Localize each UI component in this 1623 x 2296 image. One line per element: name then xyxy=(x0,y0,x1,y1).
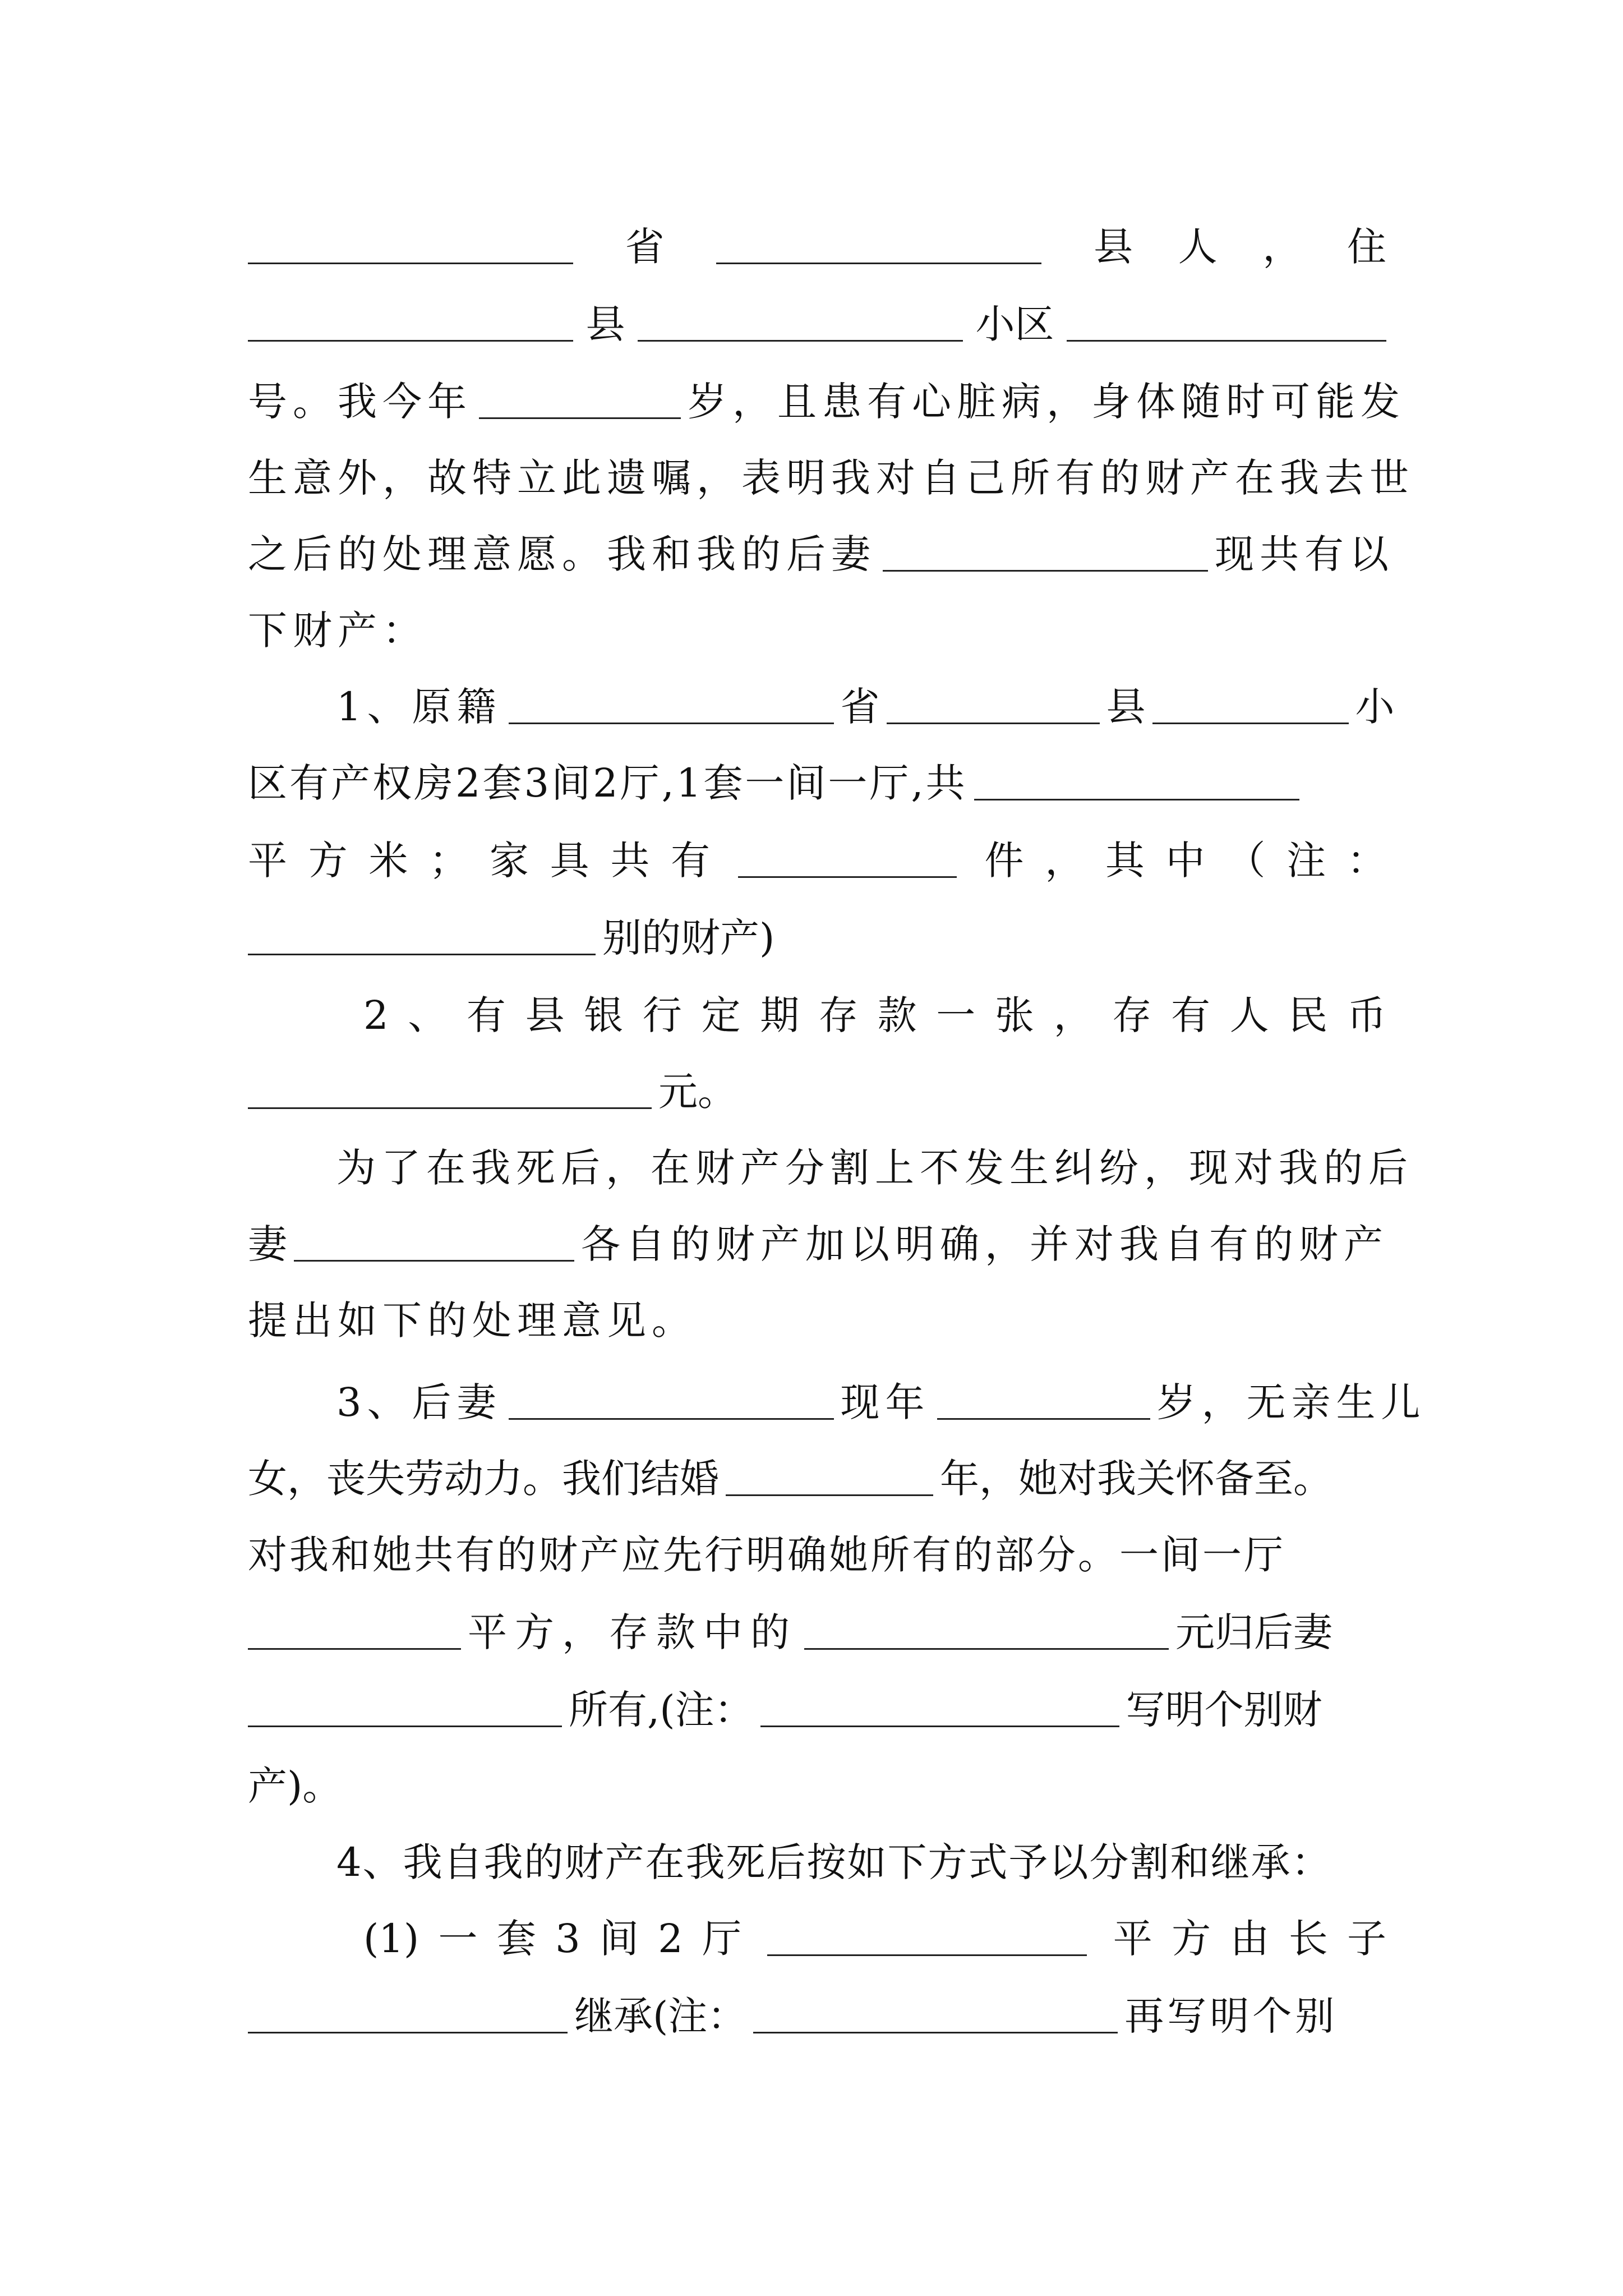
doc-text: 年，她对我关怀备至。 xyxy=(940,1456,1332,1502)
doc-text: 生意外，故特立此遗嘱，表明我对自己所有的财产在我去世 xyxy=(248,455,1414,501)
doc-text: 岁，无亲生儿 xyxy=(1156,1379,1426,1425)
doc-text: 2 xyxy=(363,992,389,1038)
doc-text: 银 xyxy=(584,992,624,1038)
doc-text: 所有,(注： xyxy=(569,1687,754,1733)
fill-blank xyxy=(767,1922,1087,1956)
doc-text: 有 xyxy=(671,838,711,884)
doc-text: 具 xyxy=(550,838,589,884)
doc-text: 小区 xyxy=(975,301,1054,347)
doc-text: 人 xyxy=(1229,992,1269,1038)
doc-text: ： xyxy=(1347,838,1386,884)
doc-text: （ xyxy=(1226,838,1266,884)
doc-text: 县 xyxy=(585,301,625,347)
doc-text: 间 xyxy=(599,1916,639,1962)
fill-blank xyxy=(804,1616,1169,1650)
fill-blank xyxy=(248,230,573,264)
doc-text: 2 xyxy=(658,1916,683,1962)
fill-blank xyxy=(248,307,573,342)
doc-text: ， xyxy=(1262,224,1302,270)
doc-line-3 xyxy=(248,362,1405,441)
doc-text: 存 xyxy=(818,992,858,1038)
doc-text: 住 xyxy=(1347,224,1386,270)
doc-text: 套 xyxy=(496,1916,536,1962)
fill-blank xyxy=(1067,307,1386,342)
doc-text: 由 xyxy=(1230,1916,1270,1962)
doc-line-24 xyxy=(248,1977,1386,2055)
doc-text: 长 xyxy=(1288,1916,1328,1962)
fill-blank xyxy=(716,230,1041,264)
doc-line-19 xyxy=(248,1593,1386,1672)
doc-text: 下财产： xyxy=(248,608,427,654)
fill-blank xyxy=(509,1386,834,1420)
doc-text: 币 xyxy=(1347,992,1386,1038)
doc-text: 县 xyxy=(1093,224,1133,270)
doc-text: 一 xyxy=(936,992,976,1038)
doc-text: 县 xyxy=(525,992,565,1038)
fill-blank xyxy=(248,1075,652,1109)
doc-text: 再写明个别 xyxy=(1124,1993,1338,2039)
doc-text: 元归后妻 xyxy=(1175,1609,1332,1655)
doc-text: 妻 xyxy=(248,1221,287,1267)
fill-blank xyxy=(294,1227,574,1262)
doc-line-21 xyxy=(248,1747,1386,1825)
doc-text: 写明个别财 xyxy=(1126,1687,1322,1733)
doc-text: 方 xyxy=(308,838,348,884)
doc-text: 平 xyxy=(248,838,287,884)
fill-blank xyxy=(760,1693,1119,1727)
fill-blank xyxy=(738,844,957,878)
doc-line-5 xyxy=(248,515,1394,593)
doc-text: 各自的财产加以明确，并对我自有的财产 xyxy=(581,1221,1389,1267)
doc-text: 民 xyxy=(1288,992,1328,1038)
doc-line-17 xyxy=(248,1439,1386,1518)
doc-text: ， xyxy=(1045,838,1085,884)
doc-text: 平方，存款中的 xyxy=(468,1609,797,1655)
doc-text: 有 xyxy=(466,992,506,1038)
doc-line-11 xyxy=(363,976,1386,1055)
fill-blank xyxy=(753,1999,1118,2033)
doc-text: 号。我今年 xyxy=(248,379,472,425)
doc-text: 款 xyxy=(877,992,917,1038)
fill-blank xyxy=(937,1386,1150,1420)
fill-blank xyxy=(248,921,596,955)
fill-blank xyxy=(248,1693,562,1727)
doc-text: 米 xyxy=(368,838,408,884)
doc-line-7 xyxy=(336,668,1395,746)
doc-text: 省 xyxy=(840,684,880,730)
fill-blank xyxy=(509,690,834,724)
doc-text: 为了在我死后，在财产分割上不发生纠纷，现对我的后 xyxy=(336,1145,1413,1191)
fill-blank xyxy=(638,307,963,342)
doc-text: 1、原籍 xyxy=(336,684,502,730)
fill-blank xyxy=(887,690,1100,724)
doc-text: 之后的处理意愿。我和我的后妻 xyxy=(248,531,876,577)
fill-blank xyxy=(248,1616,461,1650)
doc-text: 平 xyxy=(1113,1916,1152,1962)
doc-line-8 xyxy=(248,744,1386,822)
doc-text: 对我和她共有的财产应先行明确她所有的部分。一间一厅 xyxy=(248,1532,1285,1578)
doc-line-6 xyxy=(248,591,1386,670)
doc-text: 女，丧失劳动力。我们结婚 xyxy=(248,1456,719,1502)
doc-text: 别的财产) xyxy=(602,915,775,961)
doc-text: 现共有以 xyxy=(1215,531,1394,577)
fill-blank xyxy=(1152,690,1349,724)
doc-text: 小 xyxy=(1355,684,1395,730)
doc-text: 张 xyxy=(994,992,1034,1038)
doc-text: 3、后妻 xyxy=(336,1379,502,1425)
doc-text: 、 xyxy=(408,992,448,1038)
doc-text: 厅 xyxy=(702,1916,742,1962)
doc-text: 提出如下的处理意见。 xyxy=(248,1297,697,1343)
fill-blank xyxy=(974,766,1299,800)
doc-text: ， xyxy=(1053,992,1093,1038)
doc-line-12 xyxy=(248,1052,1386,1131)
doc-text: 产)。 xyxy=(248,1763,342,1809)
doc-text: 省 xyxy=(625,224,665,270)
doc-line-4 xyxy=(248,439,1414,517)
fill-blank xyxy=(726,1462,933,1496)
fill-blank xyxy=(479,385,681,419)
doc-line-22 xyxy=(336,1823,1386,1902)
doc-text: 件 xyxy=(984,838,1024,884)
doc-line-13 xyxy=(336,1129,1413,1207)
doc-text: 一 xyxy=(438,1916,478,1962)
doc-text: 定 xyxy=(701,992,741,1038)
doc-line-1 xyxy=(248,208,1386,286)
doc-text: 子 xyxy=(1347,1916,1386,1962)
doc-text: 共 xyxy=(610,838,650,884)
fill-blank xyxy=(248,1999,568,2033)
doc-text: 其 xyxy=(1105,838,1145,884)
doc-text: 4、我自我的财产在我死后按如下方式予以分割和继承： xyxy=(336,1839,1332,1885)
doc-line-16 xyxy=(336,1363,1426,1442)
doc-text: 中 xyxy=(1165,838,1205,884)
doc-line-18 xyxy=(248,1516,1386,1594)
doc-line-23 xyxy=(363,1899,1386,1978)
doc-line-9 xyxy=(248,821,1386,900)
doc-text: 县 xyxy=(1106,684,1146,730)
doc-text: (1) xyxy=(363,1916,419,1962)
doc-line-20 xyxy=(248,1671,1386,1749)
doc-line-14 xyxy=(248,1205,1389,1283)
doc-text: 元。 xyxy=(658,1069,737,1115)
doc-text: ； xyxy=(429,838,469,884)
doc-line-15 xyxy=(248,1281,1386,1360)
doc-text: 继承(注： xyxy=(574,1993,747,2039)
doc-text: 现年 xyxy=(840,1379,930,1425)
doc-text: 注 xyxy=(1287,838,1326,884)
doc-line-2 xyxy=(248,285,1386,364)
doc-text: 人 xyxy=(1178,224,1218,270)
doc-text: 有 xyxy=(1170,992,1210,1038)
doc-line-10 xyxy=(248,899,1386,977)
doc-text: 行 xyxy=(642,992,682,1038)
fill-blank xyxy=(883,537,1208,572)
doc-text: 区有产权房2套3间2厅,1套一间一厅,共 xyxy=(248,760,967,806)
doc-text: 3 xyxy=(555,1916,580,1962)
doc-text: 存 xyxy=(1112,992,1152,1038)
doc-text: 家 xyxy=(489,838,529,884)
doc-text: 期 xyxy=(760,992,800,1038)
doc-text: 方 xyxy=(1172,1916,1211,1962)
doc-text: 岁，且患有心脏病，身体随时可能发 xyxy=(688,379,1405,425)
